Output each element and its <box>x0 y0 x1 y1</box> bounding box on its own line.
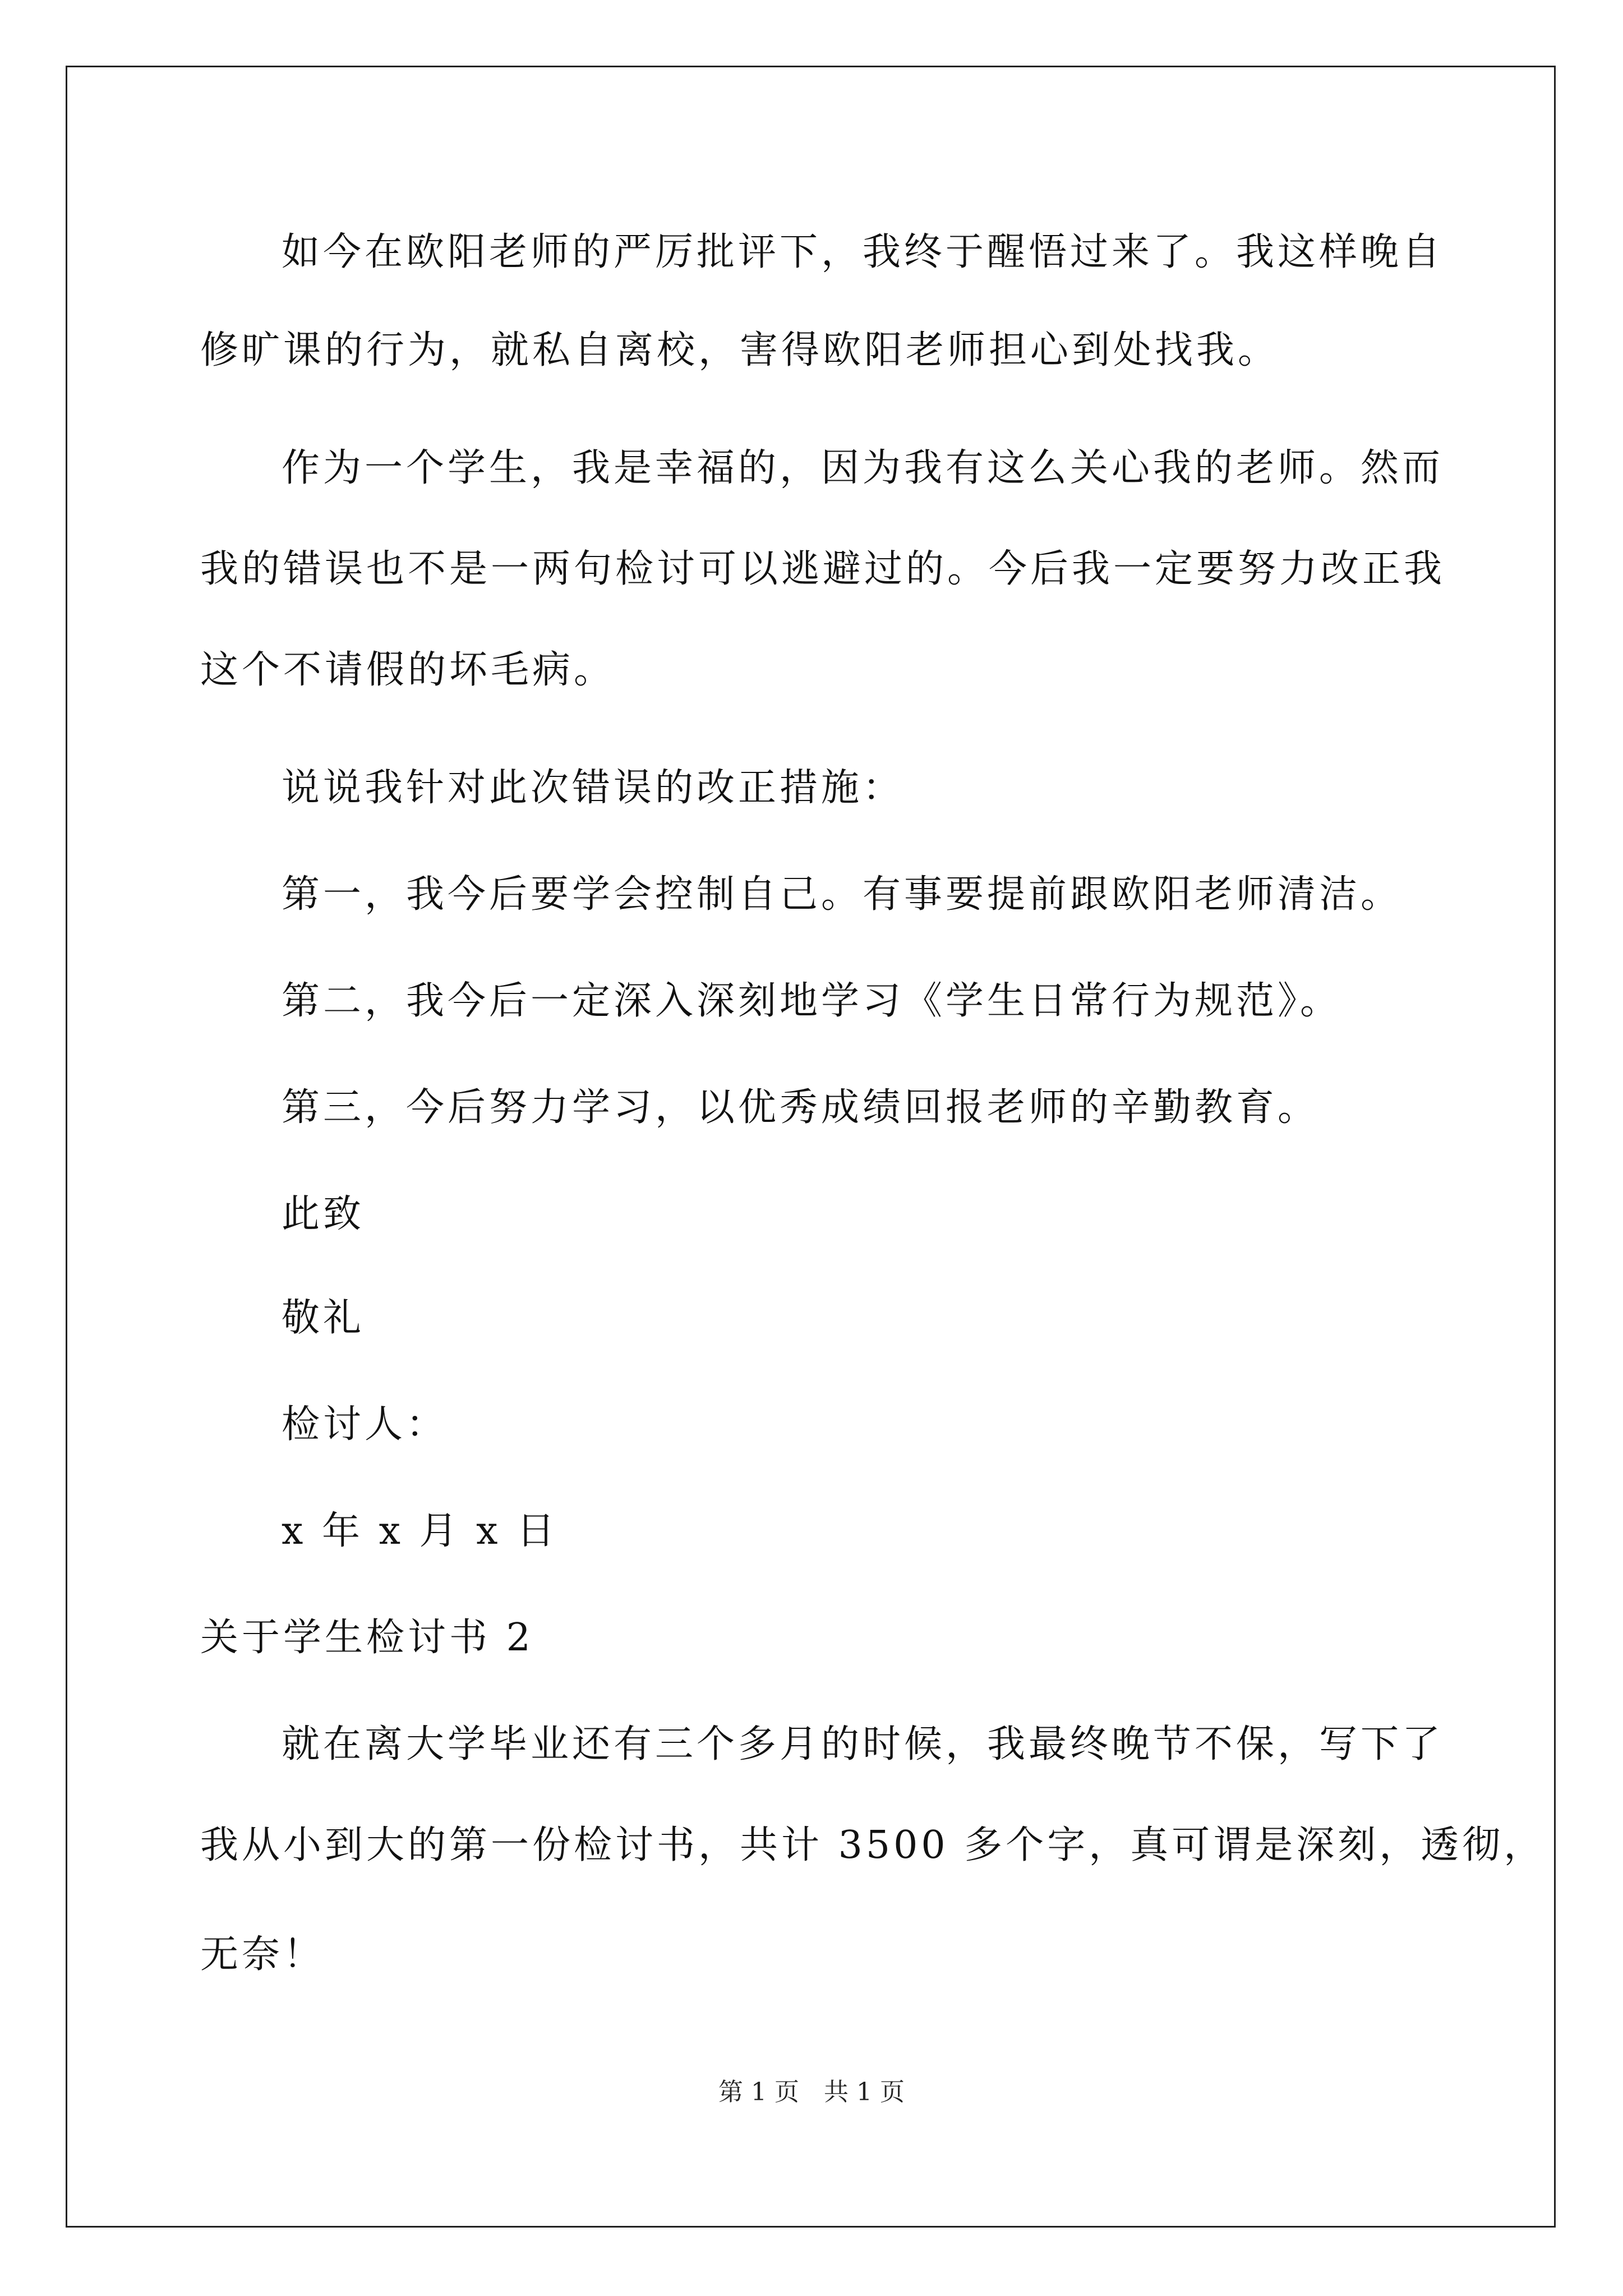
closing-line: 敬礼 <box>282 1296 365 1340</box>
paragraph-line: 就在离大学毕业还有三个多月的时候，我最终晚节不保，写下了 <box>282 1722 1444 1766</box>
paragraph-line: 无奈！ <box>200 1932 325 1977</box>
paragraph-line: 作为一个学生，我是幸福的，因为我有这么关心我的老师。然而 <box>282 446 1444 490</box>
paragraph-line: 修旷课的行为，就私自离校，害得欧阳老师担心到处找我。 <box>200 328 1280 372</box>
paragraph-line: 这个不请假的坏毛病。 <box>200 648 616 692</box>
paragraph-line: 说说我针对此次错误的改正措施： <box>282 766 905 810</box>
paragraph-line: 第一，我今后要学会控制自己。有事要提前跟欧阳老师清洁。 <box>282 872 1403 917</box>
paragraph-line: 我的错误也不是一两句检讨可以逃避过的。今后我一定要努力改正我 <box>200 547 1446 591</box>
page-border <box>66 66 1556 2228</box>
paragraph-line: 如今在欧阳老师的严厉批评下，我终于醒悟过来了。我这样晚自 <box>282 230 1444 274</box>
paragraph-line: 我从小到大的第一份检讨书，共计 3500 多个字，真可谓是深刻，透彻， <box>200 1823 1546 1867</box>
paragraph-line: 第二，我今后一定深入深刻地学习《学生日常行为规范》。 <box>282 979 1342 1023</box>
date-line: x 年 x 月 x 日 <box>282 1509 559 1553</box>
section-title: 关于学生检讨书 2 <box>200 1616 534 1660</box>
signature-label: 检讨人： <box>282 1402 448 1447</box>
paragraph-line: 第三，今后努力学习，以优秀成绩回报老师的辛勤教育。 <box>282 1085 1320 1130</box>
page-number: 第 1 页 共 1 页 <box>718 2078 905 2106</box>
closing-line: 此致 <box>282 1192 365 1236</box>
